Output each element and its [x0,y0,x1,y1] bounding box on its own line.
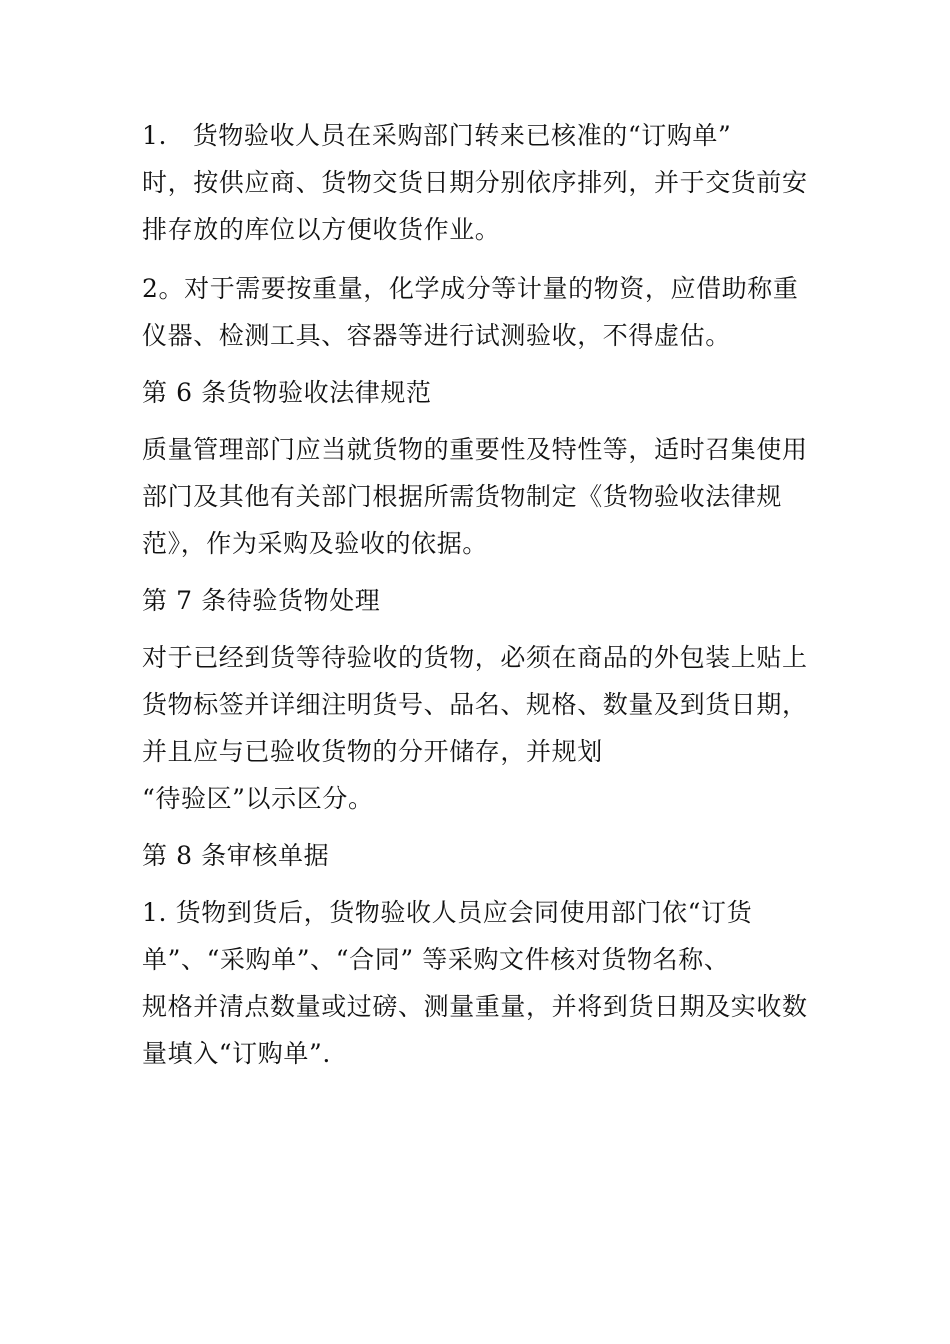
text-line: 货物标签并详细注明货号、品名、规格、数量及到货日期， [142,690,808,719]
heading-article-6 [142,369,842,416]
paragraph-spacer [142,253,842,265]
text-line: 规格并清点数量或过磅、测量重量，并将到货日期及实收数 [142,992,808,1021]
paragraph-item-1 [142,112,842,253]
text-line: 部门及其他有关部门根据所需货物制定《货物验收法律规 [142,482,783,511]
text-line: 1. 货物验收人员在采购部门转来已核准的“订购单” [142,121,732,150]
text-line: 并且应与已验收货物的分开储存，并规划 [142,737,603,766]
heading-article-8 [142,832,842,879]
paragraph-article-8 [142,889,842,1077]
text-line: “待验区”以示区分。 [142,784,374,813]
heading-article-7 [142,577,842,624]
document-page [142,112,842,1077]
paragraph-spacer [142,359,842,369]
text-line: 单”、“采购单”、“合同” 等采购文件核对货物名称、 [142,945,730,974]
text-line: 对于已经到货等待验收的货物，必须在商品的外包装上贴上 [142,643,808,672]
paragraph-article-6 [142,426,842,567]
paragraph-item-2 [142,265,842,359]
text-line: 仪器、检测工具、容器等进行试测验收，不得虚估。 [142,321,731,350]
paragraph-article-7 [142,634,842,822]
text-line: 量填入“订购单”. [142,1039,331,1068]
paragraph-spacer [142,416,842,426]
paragraph-spacer [142,567,842,577]
text-line: 质量管理部门应当就货物的重要性及特性等，适时召集使用 [142,435,808,464]
paragraph-spacer [142,822,842,832]
section-heading: 第 6 条货物验收法律规范 [142,378,432,407]
text-line: 2。对于需要按重量，化学成分等计量的物资，应借助称重 [142,274,799,303]
section-heading: 第 8 条审核单据 [142,841,330,870]
text-line: 排存放的库位以方便收货作业。 [142,215,501,244]
section-heading: 第 7 条待验货物处理 [142,586,381,615]
text-line: 时，按供应商、货物交货日期分别依序排列，并于交货前安 [142,168,808,197]
paragraph-spacer [142,624,842,634]
paragraph-spacer [142,879,842,889]
text-line: 1. 货物到货后，货物验收人员应会同使用部门依“订货 [142,898,753,927]
text-line: 范》，作为采购及验收的依据。 [142,529,488,558]
